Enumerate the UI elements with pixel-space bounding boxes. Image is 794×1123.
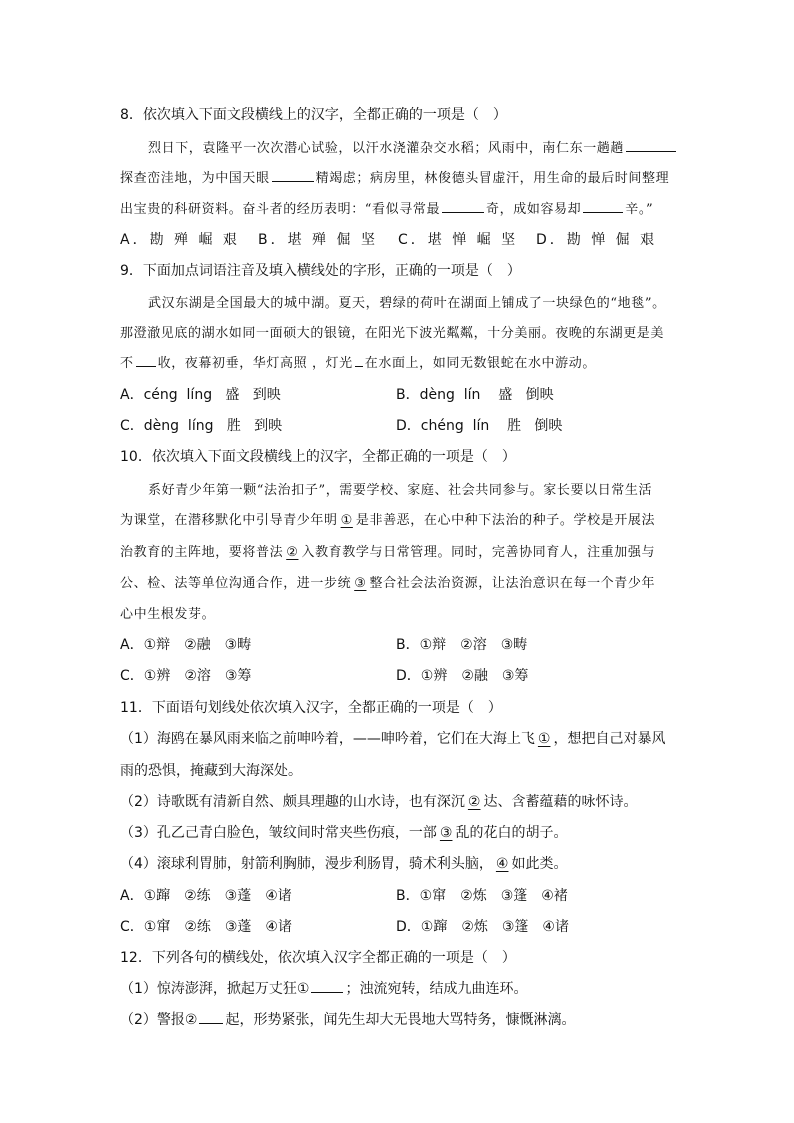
q8-passage-line2: 探查峦洼地，为中国天眼 精竭虑；病房里，林俊德头冒虚汗，用生命的最后时间整理 — [120, 167, 669, 186]
q9-option-a[interactable]: A．céng líng 盛 到映 — [120, 387, 281, 403]
q9-title: 9．下面加点词语注音及填入横线处的字形，正确的一项是（ ） — [120, 263, 521, 279]
q8-option-c[interactable]: C．堪 惮 崛 坚 — [398, 232, 519, 248]
blank-1: ① — [537, 731, 551, 747]
q8-option-b[interactable]: B．堪 殚 倔 坚 — [258, 232, 378, 248]
q8-title: 8．依次填入下面文段横线上的汉字，全都正确的一项是（ ） — [120, 107, 507, 123]
q9-passage-line3: 不 收，夜幕初垂，华灯高照 ，灯光 在水面上，如同无数银蛇在水中游动。 — [120, 352, 596, 371]
q10-option-b[interactable]: B．①辩 ②溶 ③畴 — [396, 637, 528, 653]
blank — [311, 979, 343, 993]
q12-sentence-1: （1）惊涛澎湃，掀起万丈狂① ；浊流宛转，结成九曲连环。 — [120, 981, 528, 997]
blank — [583, 199, 623, 213]
q11-option-b[interactable]: B．①窜 ②炼 ③篷 ④褚 — [396, 888, 568, 904]
q8-passage-line1: 烈日下，袁隆平一次次潜心试验，以汗水浇灌杂交水稻；风雨中，南仁东一趟趟 — [148, 137, 678, 156]
q12-sentence-2: （2）警报② 起，形势紧张，闻先生却大无畏地大骂特务，慷慨淋漓。 — [120, 1012, 576, 1028]
q8-passage-line3: 出宝贵的科研资料。奋斗者的经历表明：“看似寻常最 奇，成如容易却 辛。” — [120, 198, 653, 217]
q11-sentence-3: （3）孔乙己青白脸色，皱纹间时常夹些伤痕，一部 ③ 乱的花白的胡子。 — [120, 825, 568, 841]
q10-passage-line5: 心中生根发芽。 — [120, 607, 216, 622]
blank — [136, 353, 156, 367]
blank-2: ② — [467, 794, 481, 810]
q9-option-b[interactable]: B．dèng lín 盛 倒映 — [396, 387, 554, 403]
q9-option-d[interactable]: D．chéng lín 胜 倒映 — [396, 418, 563, 434]
blank — [626, 138, 676, 152]
q10-option-c[interactable]: C．①辨 ②溶 ③筹 — [120, 668, 252, 684]
q11-sentence-1: （1）海鸥在暴风雨来临之前呻吟着，——呻吟着，它们在大海上飞 ① ，想把自己对暴风 — [120, 731, 666, 747]
q12-title: 12．下列各句的横线处，依次填入汉字全都正确的一项是（ ） — [120, 950, 516, 966]
q9-option-c[interactable]: C．dèng líng 胜 到映 — [120, 418, 283, 434]
q11-title: 11．下面语句划线处依次填入汉字，全都正确的一项是（ ） — [120, 700, 502, 716]
q10-title: 10．依次填入下面文段横线上的汉字，全都正确的一项是（ ） — [120, 449, 516, 465]
blank-2: ② — [286, 545, 299, 560]
q10-passage-line1: 系好青少年第一颗“法治扣子”，需要学校、家庭、社会共同参与。家长要以日常生活 — [148, 483, 653, 498]
blank — [199, 1010, 223, 1024]
blank — [355, 353, 363, 367]
blank-1: ① — [340, 513, 353, 528]
q11-sentence-4: （4）滚球利胃肺，射箭利胸肺，漫步利肠胃，骑术利头脑， ④ 如此类。 — [120, 856, 568, 872]
q11-sentence-2: （2）诗歌既有清新自然、颇具理趣的山水诗，也有深沉 ② 达、含蓄蕴藉的咏怀诗。 — [120, 794, 638, 810]
blank — [442, 199, 484, 213]
blank-3: ③ — [354, 576, 367, 591]
blank-3: ③ — [439, 825, 453, 841]
q10-option-a[interactable]: A．①辩 ②融 ③畴 — [120, 637, 252, 653]
q8-option-d[interactable]: D．勘 惮 倔 艰 — [536, 232, 658, 248]
q9-passage-line2: 那澄澈见底的湖水如同一面硕大的银镜，在阳光下波光粼粼，十分美丽。夜晚的东湖更是美 — [120, 326, 665, 341]
q10-passage-line3: 治教育的主阵地，要将普法 ② 入教育教学与日常管理。同时，完善协同育人，注重加强与 — [120, 545, 656, 560]
q11-option-d[interactable]: D．①蹿 ②炼 ③篷 ④诸 — [396, 919, 569, 935]
q9-passage-line1: 武汉东湖是全国最大的城中湖。夏天，碧绿的荷叶在湖面上铺成了一块绿色的“地毯”。 — [148, 296, 666, 311]
q11-option-a[interactable]: A．①蹿 ②练 ③蓬 ④诸 — [120, 888, 292, 904]
q10-option-d[interactable]: D．①辨 ②融 ③筹 — [396, 668, 529, 684]
q11-sentence-1-cont: 雨的恐惧，掩藏到大海深处。 — [120, 763, 302, 779]
blank-4: ④ — [495, 856, 509, 872]
q8-option-a[interactable]: A．勘 殚 崛 艰 — [120, 232, 240, 248]
q11-option-c[interactable]: C．①窜 ②练 ③蓬 ④诸 — [120, 919, 292, 935]
blank — [272, 168, 314, 182]
q10-passage-line2: 为课堂，在潜移默化中引导青少年明 ① 是非善恶，在心中种下法治的种子。学校是开展法 — [120, 513, 656, 528]
q10-passage-line4: 公、检、法等单位沟通合作，进一步统 ③ 整合社会法治资源，让法治意识在每一个青少年 — [120, 576, 656, 591]
